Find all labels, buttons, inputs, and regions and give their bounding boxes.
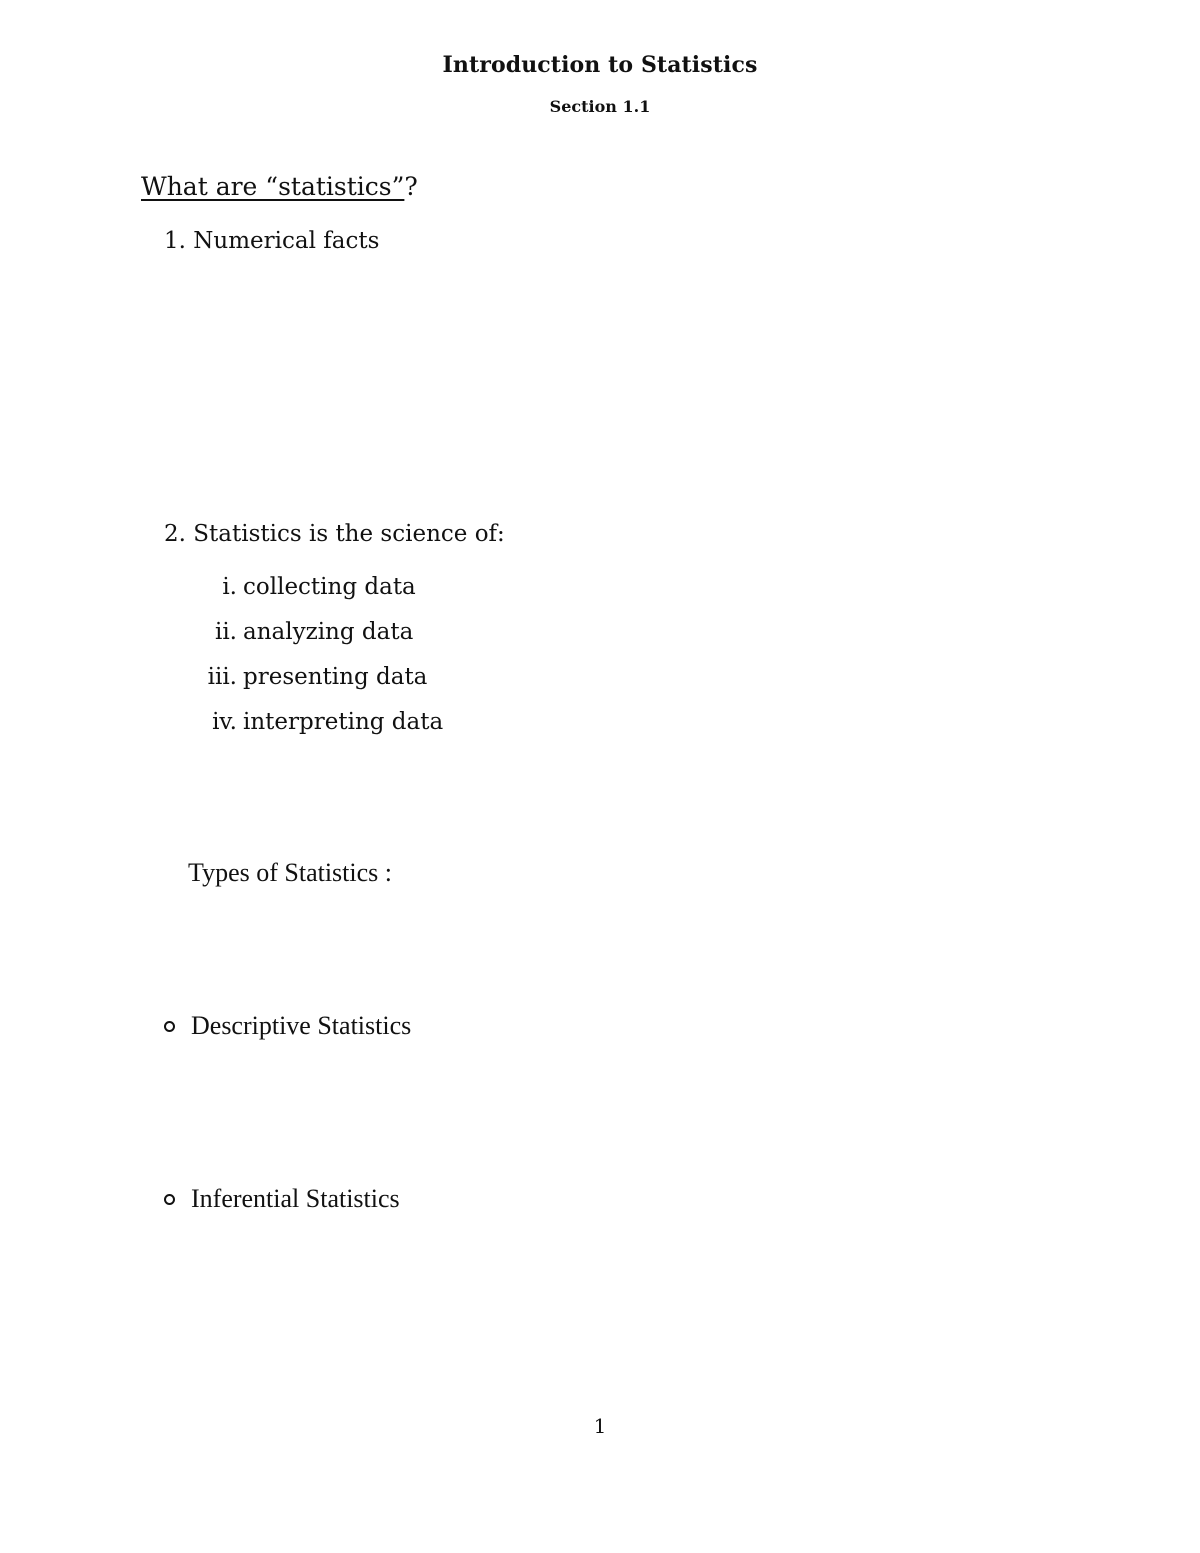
section-heading: [141, 172, 418, 201]
type-item-descriptive: [164, 1011, 411, 1041]
item-text: Statistics is the science of:: [193, 521, 505, 547]
document-subtitle: Section 1.1: [549, 97, 651, 116]
section-heading-suffix: ?: [404, 172, 418, 201]
circle-bullet-icon: [164, 1021, 175, 1032]
sub-item-numeral: iii.: [207, 664, 237, 690]
item-number: 1.: [164, 228, 186, 254]
page-number: 1: [593, 1414, 607, 1438]
sub-item-numeral: iv.: [212, 709, 237, 735]
sub-item-text: collecting data: [243, 574, 416, 600]
type-item-inferential: [164, 1184, 400, 1214]
type-item-text: Descriptive Statistics: [191, 1011, 412, 1040]
sub-item-text: analyzing data: [243, 619, 414, 645]
sub-item-4: [157, 709, 443, 735]
item-text: Numerical facts: [193, 228, 380, 254]
sub-item-text: presenting data: [243, 664, 428, 690]
item-number: 2.: [164, 521, 186, 547]
sub-item-2: [157, 619, 413, 645]
type-item-text: Inferential Statistics: [191, 1184, 400, 1213]
sub-item-numeral: ii.: [214, 619, 237, 645]
section-heading-text: What are “statistics”: [141, 172, 405, 201]
numbered-item-1: [164, 228, 379, 254]
sub-item-numeral: i.: [222, 574, 237, 600]
sub-item-3: [157, 664, 427, 690]
types-of-statistics-label: Types of Statistics :: [188, 858, 393, 887]
circle-bullet-icon: [164, 1194, 175, 1205]
numbered-item-2: [164, 521, 505, 547]
document-title: Introduction to Statistics: [442, 52, 758, 78]
sub-item-text: interpreting data: [243, 709, 444, 735]
sub-item-1: [157, 574, 416, 600]
